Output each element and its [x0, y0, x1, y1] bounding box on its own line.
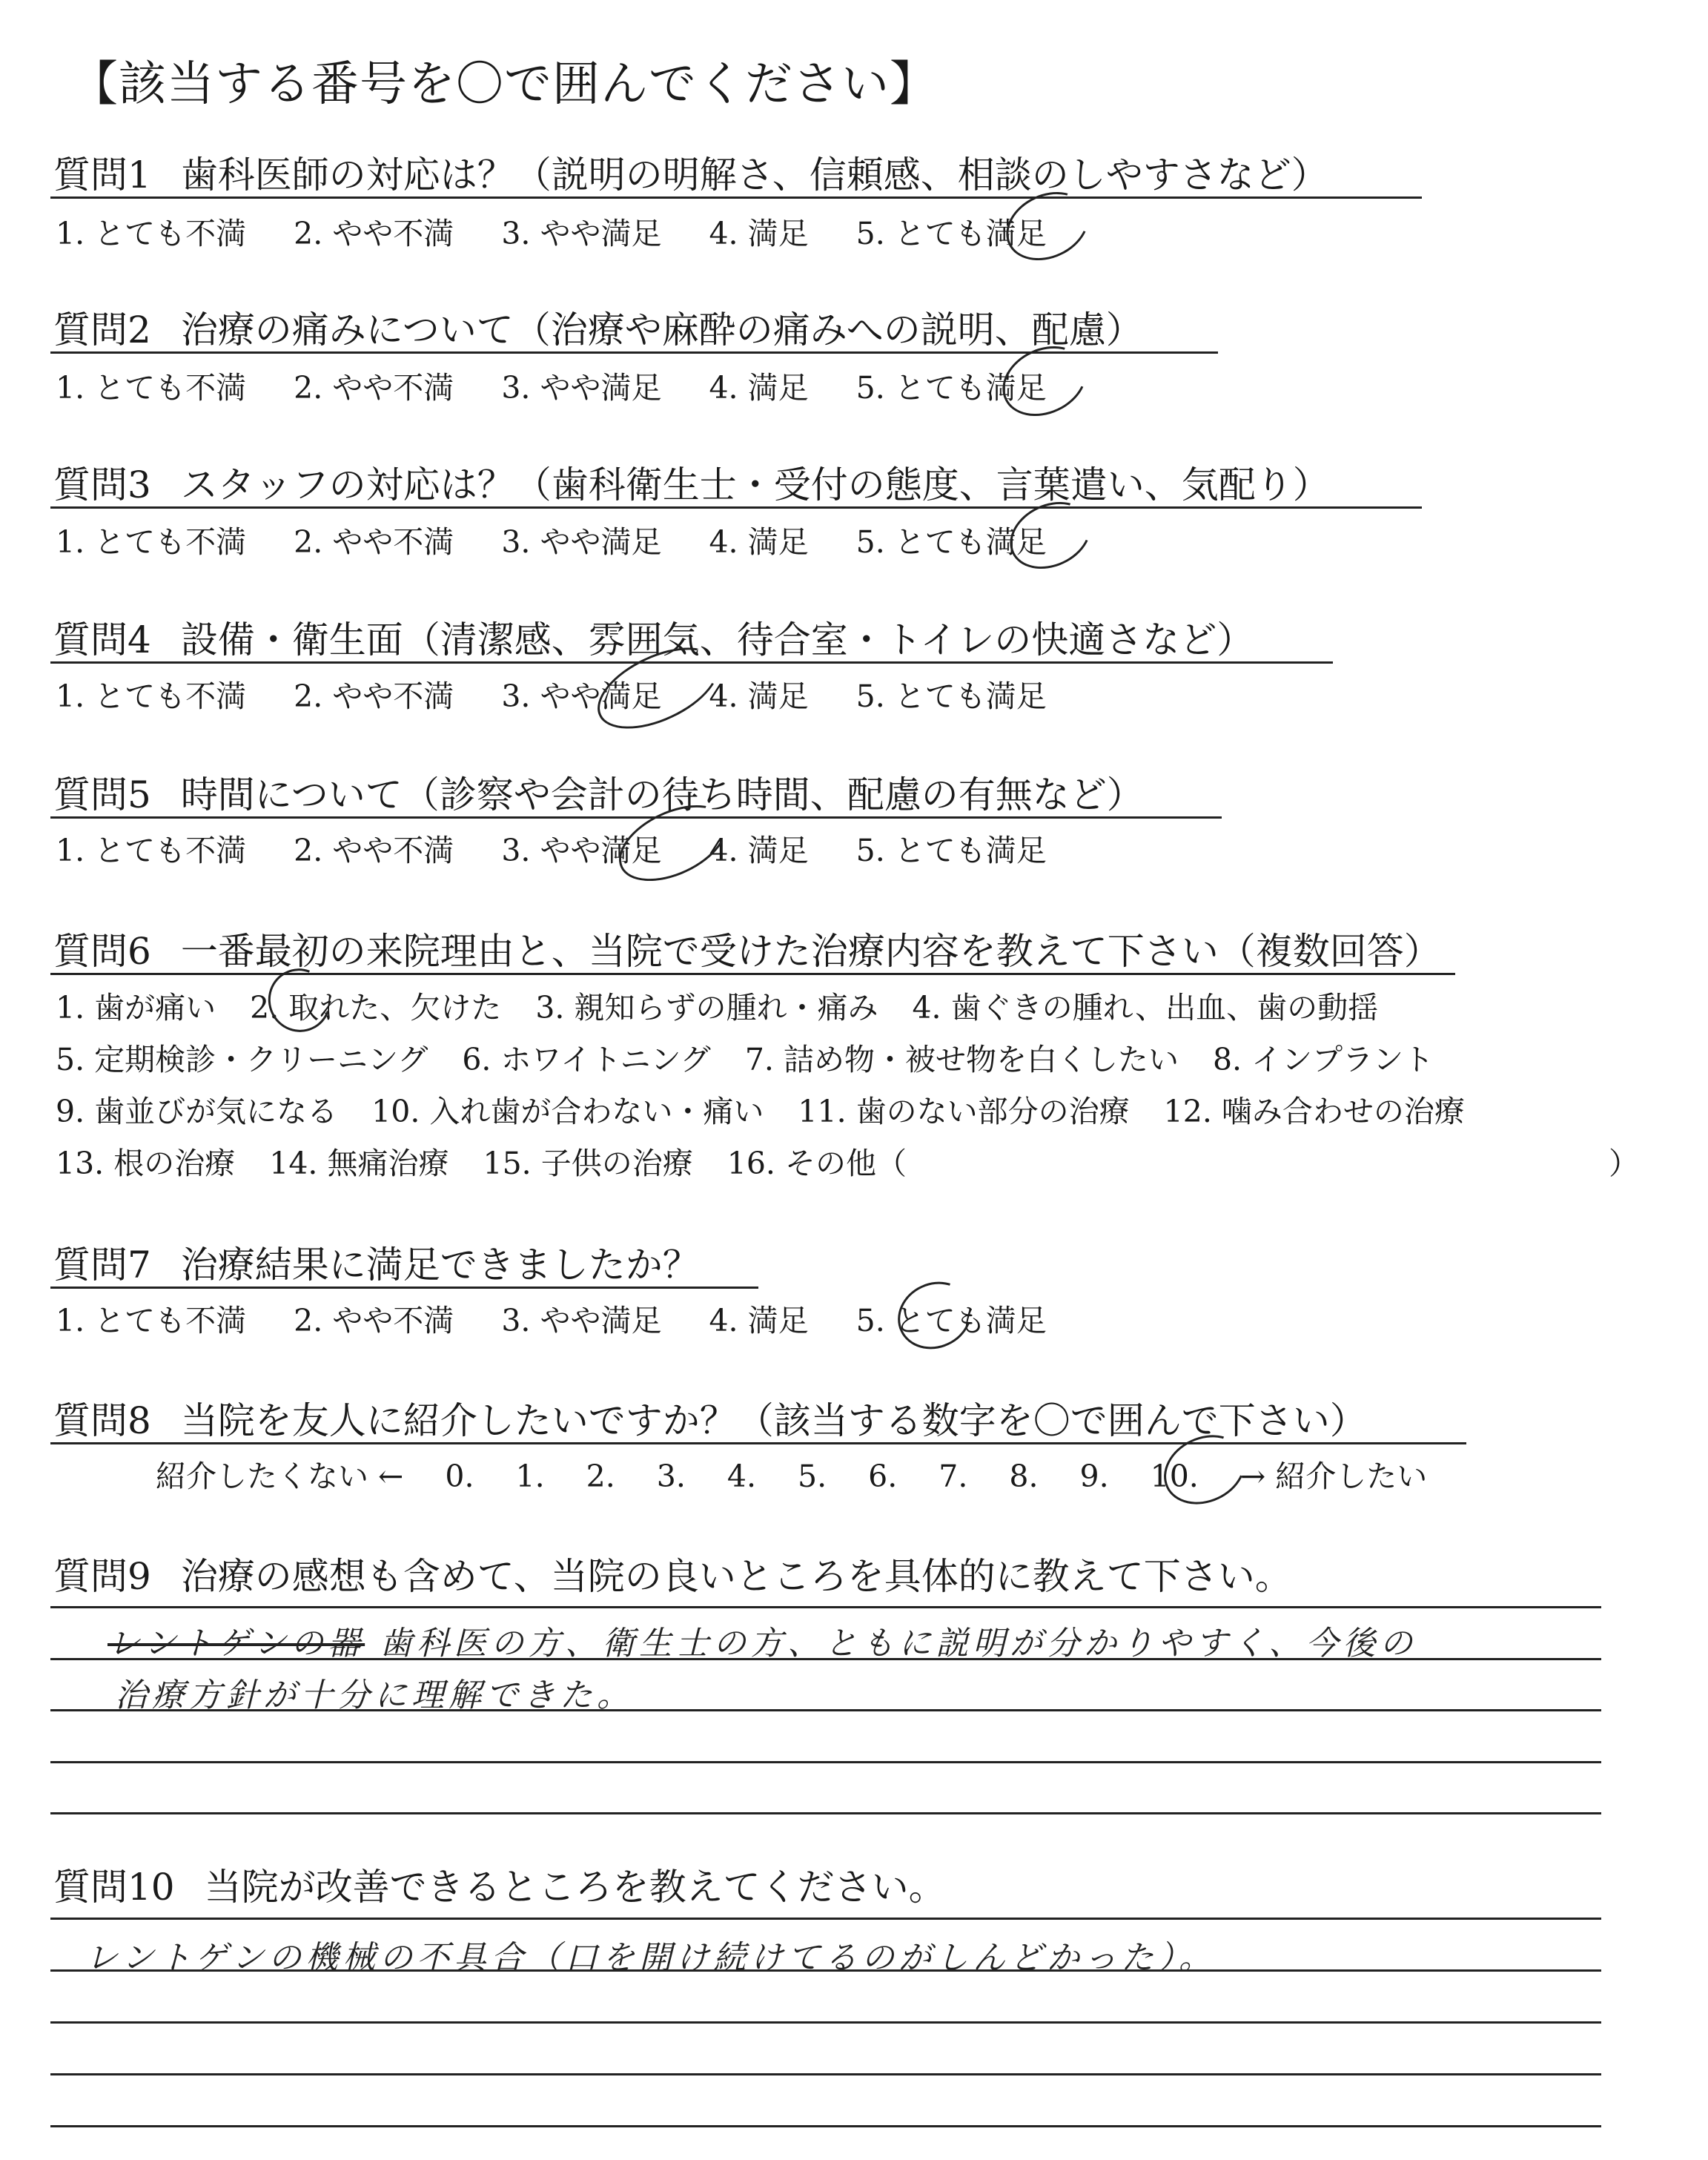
handwritten-answer-q9-line1: [107, 1616, 1417, 1664]
option-2[interactable]: 2. やや不満: [294, 370, 454, 406]
answer-line: [50, 1812, 1601, 1814]
question-7: [53, 1235, 700, 1289]
q6-option[interactable]: 13. 根の治療: [56, 1146, 236, 1181]
option-1[interactable]: 1. とても不満: [56, 370, 247, 406]
question-text: 当院が改善できるところを教えてください。: [204, 1866, 946, 1909]
question-10: [53, 1857, 946, 1911]
option-5[interactable]: 5. とても満足: [855, 833, 1047, 868]
scale-value[interactable]: 5.: [798, 1459, 827, 1494]
q6-options-row-2: [56, 1035, 1468, 1079]
question-text: 当院を友人に紹介したいですか？（該当する数字を〇で囲んで下さい）: [180, 1399, 1367, 1442]
option-2[interactable]: 2. やや不満: [294, 1303, 454, 1338]
struck-text: レントゲンの器: [107, 1625, 365, 1662]
option-1[interactable]: 1. とても不満: [56, 216, 247, 251]
option-4[interactable]: 4. 満足: [709, 833, 809, 868]
answer-line: [50, 2125, 1601, 2127]
option-5[interactable]: 5. とても満足: [855, 370, 1047, 406]
q6-option[interactable]: 2. 取れた、欠けた: [250, 990, 502, 1025]
option-4[interactable]: 4. 満足: [709, 370, 809, 406]
options-q1: [56, 209, 1094, 253]
scale-right-label: → 紹介したい: [1239, 1459, 1428, 1494]
question-text: 歯科医師の対応は？（説明の明解さ、信頼感、相談のしやすさなど）: [180, 153, 1328, 196]
option-2[interactable]: 2. やや不満: [294, 678, 454, 714]
answer-line: [50, 2073, 1601, 2075]
scale-value[interactable]: 1.: [515, 1459, 545, 1494]
scale-left-label: 紹介したくない ←: [156, 1459, 404, 1494]
options-q5: [56, 826, 1094, 870]
option-3[interactable]: 3. やや満足: [501, 678, 662, 714]
question-1: [53, 145, 1328, 199]
option-4[interactable]: 4. 満足: [709, 1303, 809, 1338]
options-q2: [56, 363, 1094, 407]
question-number: 質問4: [53, 618, 151, 661]
handwritten-answer-q9-line2: 治療方針が十分に理解できた。: [115, 1677, 634, 1714]
question-9: [53, 1547, 1292, 1600]
scale-value[interactable]: 7.: [939, 1459, 968, 1494]
handwritten-text: 歯科医の方、衛生士の方、ともに説明が分かりやすく、今後の: [380, 1625, 1417, 1662]
answer-line: [50, 1606, 1601, 1608]
answer-line: [50, 1918, 1601, 1920]
option-4[interactable]: 4. 満足: [709, 524, 809, 560]
question-number: 質問8: [53, 1399, 151, 1442]
option-1[interactable]: 1. とても不満: [56, 1303, 247, 1338]
question-text: スタッフの対応は？（歯科衛生士・受付の態度、言葉遣い、気配り）: [180, 463, 1330, 506]
option-2[interactable]: 2. やや不満: [294, 524, 454, 560]
question-5: [53, 765, 1144, 819]
option-4[interactable]: 4. 満足: [709, 678, 809, 714]
question-number: 質問1: [53, 153, 151, 196]
question-number: 質問7: [53, 1244, 151, 1287]
options-q3: [56, 518, 1094, 561]
underline: [50, 506, 1422, 509]
scale-value[interactable]: 10.: [1150, 1459, 1199, 1494]
q6-option[interactable]: 14. 無痛治療: [269, 1146, 449, 1181]
q6-option[interactable]: 11. 歯のない部分の治療: [798, 1094, 1130, 1129]
option-3[interactable]: 3. やや満足: [501, 370, 662, 406]
scale-value[interactable]: 0.: [445, 1459, 474, 1494]
q6-option[interactable]: 9. 歯並びが気になる: [56, 1094, 338, 1129]
question-8: [53, 1391, 1367, 1444]
option-5[interactable]: 5. とても満足: [855, 1303, 1047, 1338]
scale-value[interactable]: 6.: [868, 1459, 898, 1494]
underline: [50, 1442, 1466, 1444]
question-number: 質問5: [53, 773, 151, 816]
q6-option[interactable]: 4. 歯ぐきの腫れ、出血、歯の動揺: [912, 990, 1379, 1025]
option-2[interactable]: 2. やや不満: [294, 216, 454, 251]
q6-other-close-paren: ）: [1609, 1146, 1639, 1181]
q6-option[interactable]: 3. 親知らずの腫れ・痛み: [535, 990, 878, 1025]
question-number: 質問10: [53, 1866, 175, 1909]
question-text: 時間について（診察や会計の待ち時間、配慮の有無など）: [180, 773, 1144, 816]
scale-value[interactable]: 3.: [656, 1459, 686, 1494]
question-6: [53, 922, 1441, 975]
option-1[interactable]: 1. とても不満: [56, 833, 247, 868]
page-title: 【該当する番号を〇で囲んでください】: [70, 57, 938, 112]
option-3[interactable]: 3. やや満足: [501, 524, 662, 560]
scale-value[interactable]: 8.: [1009, 1459, 1039, 1494]
question-number: 質問9: [53, 1555, 151, 1598]
scale-value[interactable]: 2.: [586, 1459, 615, 1494]
question-2: [53, 300, 1143, 354]
q6-option[interactable]: 5. 定期検診・クリーニング: [56, 1042, 428, 1077]
option-2[interactable]: 2. やや不満: [294, 833, 454, 868]
q8-scale: [156, 1452, 1469, 1496]
q6-options-row-4: [56, 1139, 941, 1183]
question-number: 質問2: [53, 308, 151, 351]
question-number: 質問3: [53, 463, 151, 506]
answer-line: [50, 2021, 1601, 2024]
answer-line: [50, 1761, 1601, 1763]
option-5[interactable]: 5. とても満足: [855, 524, 1047, 560]
question-number: 質問6: [53, 930, 151, 973]
q6-option-other[interactable]: 16. その他（: [726, 1146, 907, 1181]
question-text: 治療の痛みについて（治療や麻酔の痛みへの説明、配慮）: [180, 308, 1143, 351]
q6-option[interactable]: 12. 噛み合わせの治療: [1163, 1094, 1465, 1129]
underline: [50, 196, 1422, 199]
question-text: 治療結果に満足できましたか？: [180, 1244, 700, 1287]
handwritten-answer-q10: レントゲンの機械の不具合（口を開け続けてるのがしんどかった）。: [85, 1939, 1217, 1977]
options-q4: [56, 672, 1094, 716]
scale-value[interactable]: 4.: [726, 1459, 757, 1494]
underline: [50, 1287, 758, 1289]
q6-option[interactable]: 7. 詰め物・被せ物を白くしたい: [744, 1042, 1179, 1077]
q6-option[interactable]: 10. 入れ歯が合わない・痛い: [371, 1094, 764, 1129]
option-3[interactable]: 3. やや満足: [501, 1303, 662, 1338]
scale-value[interactable]: 9.: [1079, 1459, 1109, 1494]
option-4[interactable]: 4. 満足: [709, 216, 809, 251]
question-text: 設備・衛生面（清潔感、雰囲気、待合室・トイレの快適さなど）: [180, 618, 1254, 661]
option-1[interactable]: 1. とても不満: [56, 524, 247, 560]
q6-options-row-3: [56, 1087, 1499, 1131]
q6-options-row-1: [56, 983, 1412, 1027]
answer-circle: [887, 1270, 983, 1361]
question-text: 一番最初の来院理由と、当院で受けた治療内容を教えて下さい（複数回答）: [180, 930, 1441, 973]
option-5[interactable]: 5. とても満足: [855, 216, 1047, 251]
q6-option[interactable]: 8. インプラント: [1212, 1042, 1434, 1077]
q6-option[interactable]: 1. 歯が痛い: [56, 990, 216, 1025]
option-1[interactable]: 1. とても不満: [56, 678, 247, 714]
option-5[interactable]: 5. とても満足: [855, 678, 1047, 714]
question-3: [53, 455, 1330, 509]
option-3[interactable]: 3. やや満足: [501, 216, 662, 251]
q6-option[interactable]: 15. 子供の治療: [483, 1146, 693, 1181]
underline: [50, 973, 1455, 975]
q6-option[interactable]: 6. ホワイトニング: [462, 1042, 711, 1077]
underline: [50, 816, 1222, 819]
option-3[interactable]: 3. やや満足: [501, 833, 662, 868]
question-text: 治療の感想も含めて、当院の良いところを具体的に教えて下さい。: [180, 1555, 1292, 1598]
